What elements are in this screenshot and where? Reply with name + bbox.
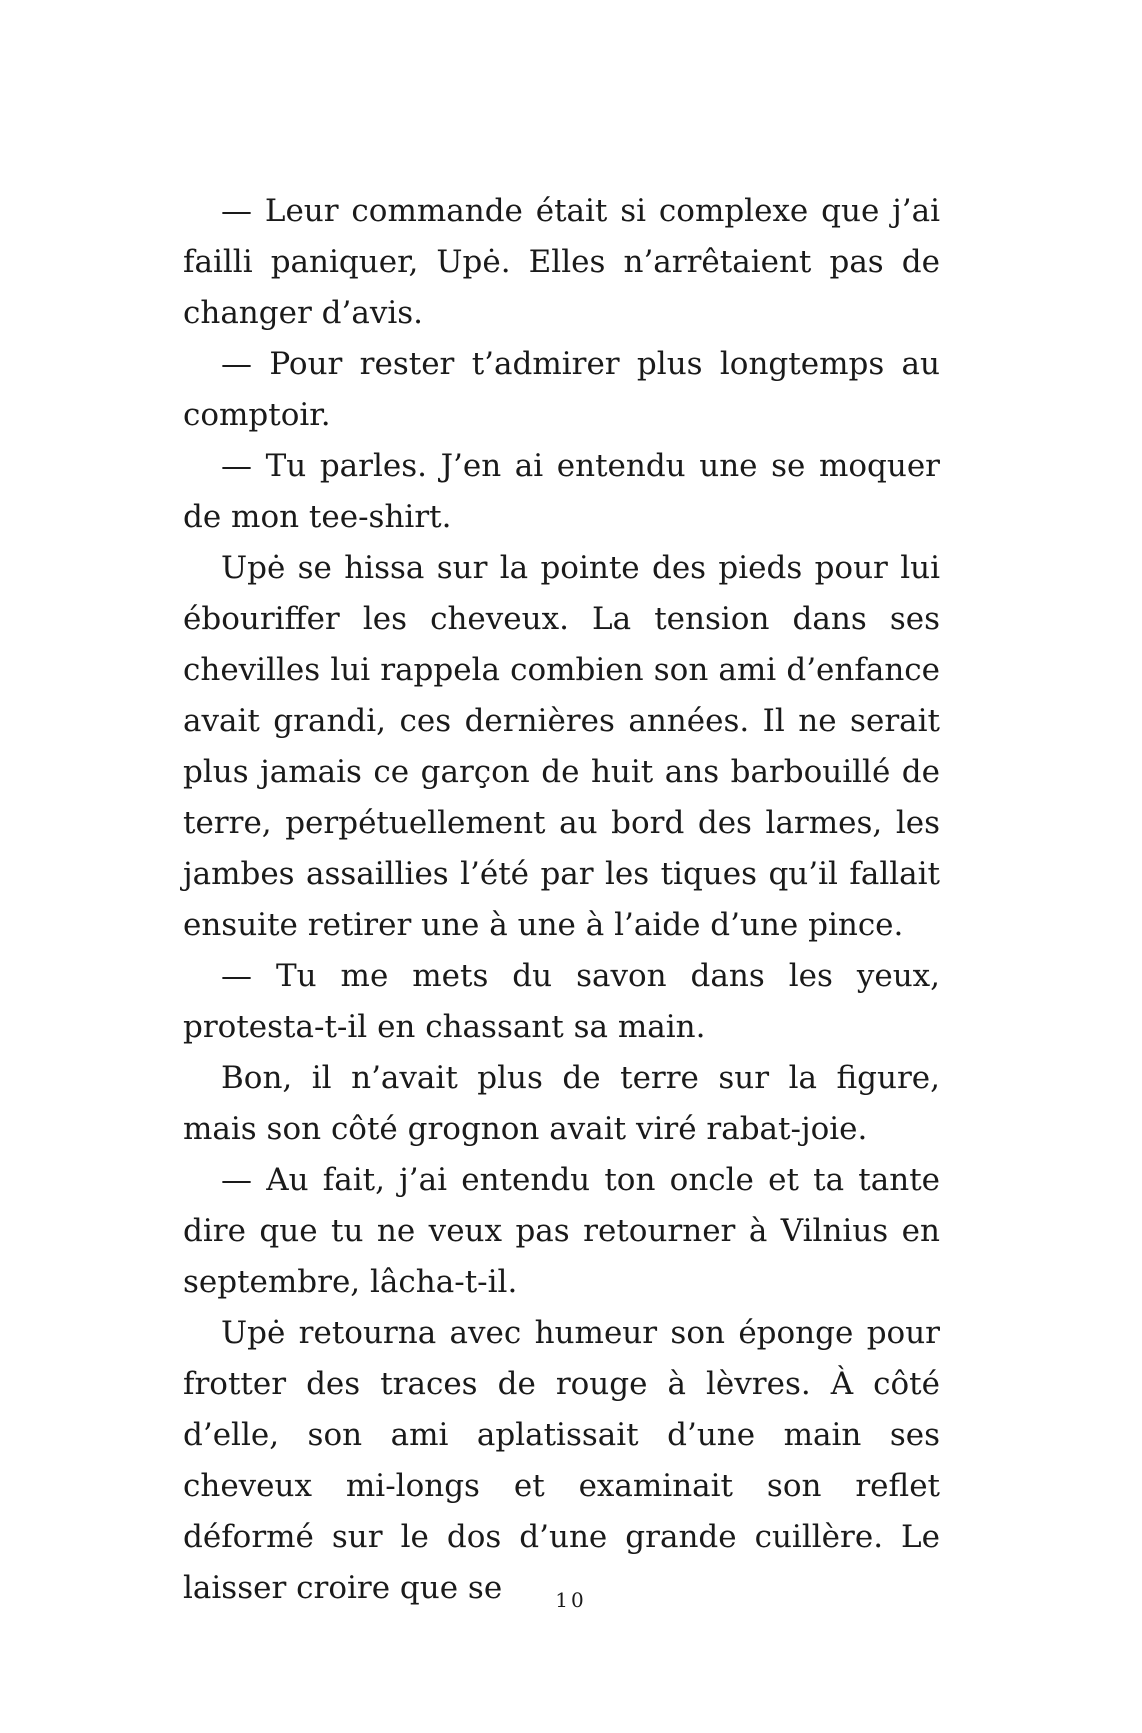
paragraph-3: — Tu parles. J’en ai entendu une se moquer de mon tee-shirt.	[183, 448, 940, 535]
paragraph-6: Bon, il n’avait plus de terre sur la figure, mais son côté grognon avait viré rabat-joie.	[183, 1060, 940, 1147]
paragraph-5: — Tu me mets du savon dans les yeux, protesta-t-il en chassant sa main.	[183, 958, 940, 1045]
paragraph-7: — Au fait, j’ai entendu ton oncle et ta tante dire que tu ne veux pas retourner à Vilnius en septembre, lâcha-t-il.	[183, 1162, 940, 1300]
paragraph-4: Upė se hissa sur la pointe des pieds pour lui ébouriffer les cheveux. La tension dans ses chevilles lui rappela combien son ami d’enfance avait grandi, ces dernières années. Il ne serait plus jamais ce garçon de huit ans barbouillé de terre, perpétuellement au bord des larmes, les jambes assaillies l’été par les tiques qu’il fallait ensuite retirer une à une à l’aide d’une pince.	[183, 550, 940, 943]
paragraph-8: Upė retourna avec humeur son éponge pour frotter des traces de rouge à lèvres. À côté d’elle, son ami aplatissait d’une main ses cheveux mi-longs et examinait son reflet déformé sur le dos d’une grande cuillère. Le laisser croire que se	[183, 1315, 940, 1606]
body-text	[183, 186, 940, 1614]
page-number: 10	[555, 1588, 587, 1612]
paragraph-1: — Leur commande était si complexe que j’ai failli paniquer, Upė. Elles n’arrêtaient pas de changer d’avis.	[183, 193, 940, 331]
paragraph-2: — Pour rester t’admirer plus longtemps au comptoir.	[183, 346, 940, 433]
